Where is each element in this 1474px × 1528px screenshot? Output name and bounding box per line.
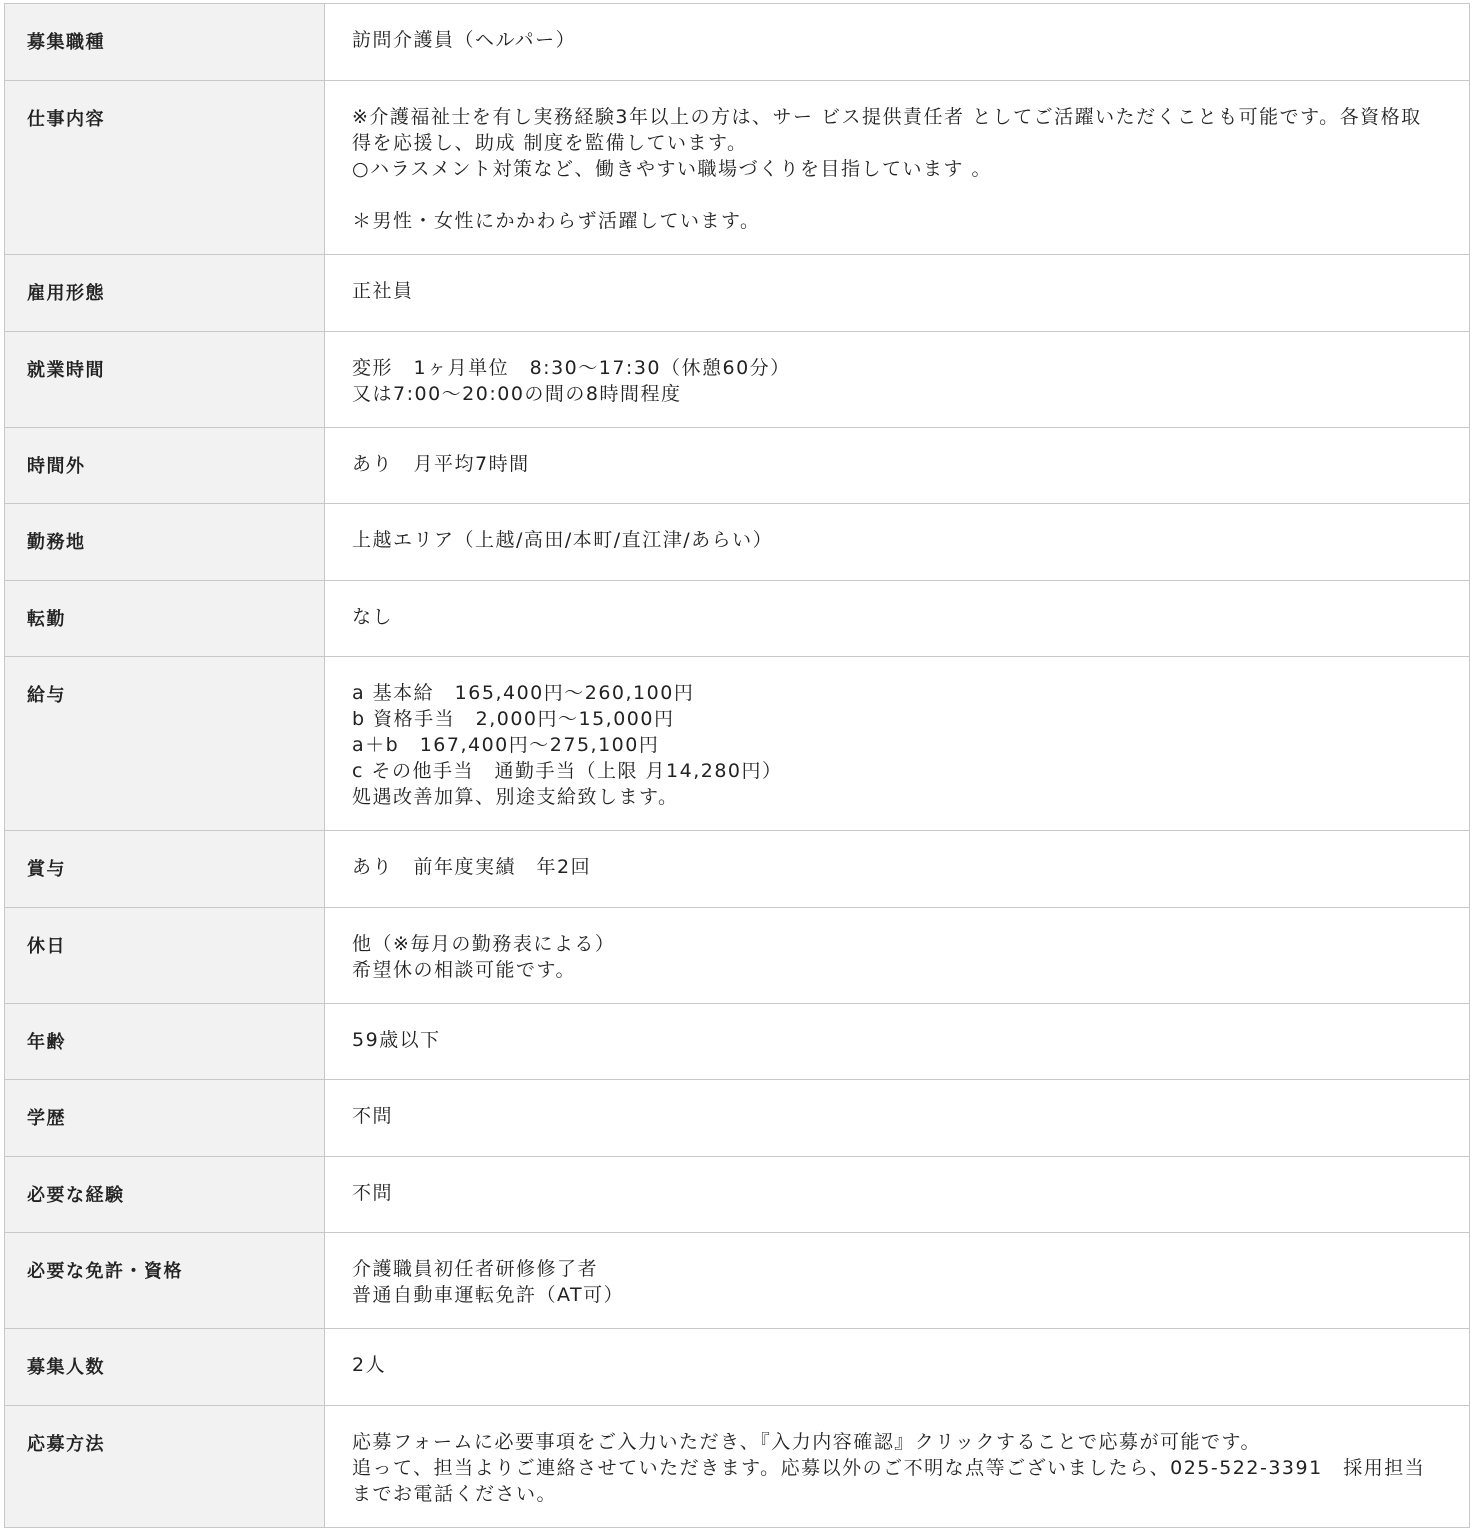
row-overtime <box>5 428 1470 504</box>
row-label: 仕事内容 <box>5 81 325 255</box>
row-label: 時間外 <box>5 428 325 504</box>
row-number-of-openings <box>5 1329 1470 1406</box>
row-education <box>5 1080 1470 1157</box>
row-label: 募集職種 <box>5 4 325 81</box>
row-label: 勤務地 <box>5 504 325 581</box>
row-value: 正社員 <box>325 255 1470 332</box>
row-label: 賞与 <box>5 831 325 908</box>
row-transfer <box>5 581 1470 657</box>
row-label: 必要な免許・資格 <box>5 1233 325 1329</box>
row-value: あり 前年度実績 年2回 <box>325 831 1470 908</box>
row-label: 休日 <box>5 908 325 1004</box>
row-work-location <box>5 504 1470 581</box>
row-value: 2人 <box>325 1329 1470 1406</box>
row-bonus <box>5 831 1470 908</box>
row-value: 介護職員初任者研修修了者 普通自動車運転免許（AT可） <box>325 1233 1470 1329</box>
row-value: なし <box>325 581 1470 657</box>
row-label: 給与 <box>5 657 325 831</box>
row-value: 変形 1ヶ月単位 8:30〜17:30（休憩60分） 又は7:00〜20:00の間の8時間程度 <box>325 332 1470 428</box>
row-value: 上越エリア（上越/高田/本町/直江津/あらい） <box>325 504 1470 581</box>
row-value: ※介護福祉士を有し実務経験3年以上の方は、サー ビス提供責任者 としてご活躍いただくことも可能です。各資格取得を応援し、助成 制度を監備しています。 ○ハラスメント対策など、働きやすい職場づくりを目指しています 。 ＊男性・女性にかかわらず活躍しています。 <box>325 81 1470 255</box>
row-value: 59歳以下 <box>325 1004 1470 1080</box>
row-working-hours <box>5 332 1470 428</box>
row-age <box>5 1004 1470 1080</box>
row-value: 不問 <box>325 1157 1470 1233</box>
row-label: 雇用形態 <box>5 255 325 332</box>
row-holidays <box>5 908 1470 1004</box>
row-employment-type <box>5 255 1470 332</box>
row-label: 年齢 <box>5 1004 325 1080</box>
row-job-description <box>5 81 1470 255</box>
row-required-licenses <box>5 1233 1470 1329</box>
row-label: 応募方法 <box>5 1406 325 1528</box>
row-label: 学歴 <box>5 1080 325 1157</box>
row-value: あり 月平均7時間 <box>325 428 1470 504</box>
row-value: 応募フォームに必要事項をご入力いただき、『入力内容確認』クリックすることで応募が可能です。 追って、担当よりご連絡させていただきます。応募以外のご不明な点等ございましたら、025-522-3391 採用担当までお電話ください。 <box>325 1406 1470 1528</box>
row-label: 転勤 <box>5 581 325 657</box>
row-value: 訪問介護員（ヘルパー） <box>325 4 1470 81</box>
row-salary <box>5 657 1470 831</box>
row-value: a 基本給 165,400円〜260,100円 b 資格手当 2,000円〜15,000円 a＋b 167,400円〜275,100円 c その他手当 通勤手当（上限 月14,280円） 処遇改善加算、別途支給致します。 <box>325 657 1470 831</box>
job-details-table <box>4 3 1470 1528</box>
row-value: 不問 <box>325 1080 1470 1157</box>
row-label: 必要な経験 <box>5 1157 325 1233</box>
row-value: 他（※毎月の勤務表による） 希望休の相談可能です。 <box>325 908 1470 1004</box>
row-label: 募集人数 <box>5 1329 325 1406</box>
row-required-experience <box>5 1157 1470 1233</box>
row-job-type <box>5 4 1470 81</box>
row-label: 就業時間 <box>5 332 325 428</box>
row-application-method <box>5 1406 1470 1528</box>
